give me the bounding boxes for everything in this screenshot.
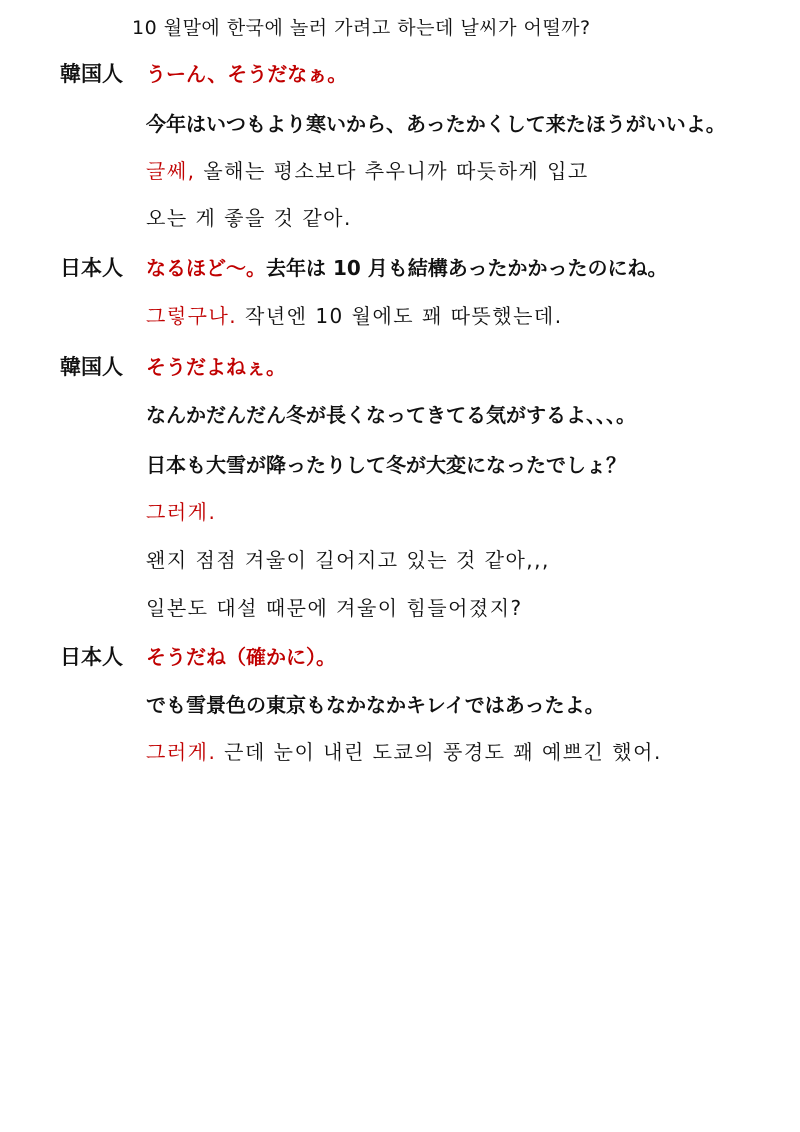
dialogue-line-japanese: でも雪景色の東京もなかなかキレイではあったよ。 — [146, 693, 605, 717]
reply-korean: 그렇구나. — [146, 304, 238, 328]
speaker-label: 韓国人 — [60, 355, 123, 379]
dialogue-line-korean — [146, 738, 662, 766]
reply-japanese: うーん、そうだなぁ。 — [146, 62, 348, 86]
speaker-label: 韓国人 — [60, 62, 123, 86]
dialogue-line-korean — [146, 302, 563, 330]
dialogue-line-japanese: 日本も大雪が降ったりして冬が大変になったでしょ？ — [146, 453, 626, 477]
speaker-label: 日本人 — [60, 256, 123, 280]
reply-japanese: そうだね（確かに）。 — [146, 645, 336, 669]
dialogue-line-korean — [146, 157, 589, 185]
page-title: 10 월말에 한국에 놀러 가려고 하는데 날씨가 어떨까? — [132, 17, 591, 39]
dialogue-line-korean: 왠지 점점 겨울이 길어지고 있는 것 같아,,, — [146, 548, 550, 572]
reply-korean: 글쎄, — [146, 159, 196, 183]
dialogue-line-korean-rest: 근데 눈이 내린 도쿄의 풍경도 꽤 예쁘긴 했어. — [216, 740, 662, 764]
reply-japanese: なるほど～。 — [146, 256, 266, 280]
dialogue-line-korean-rest: 올해는 평소보다 추우니까 따듯하게 입고 — [195, 159, 589, 183]
dialogue-line-japanese — [146, 254, 668, 282]
dialogue-line-japanese: なんかだんだん冬が長くなってきてる気がするよ、、、。 — [146, 403, 636, 427]
speaker-label: 日本人 — [60, 645, 123, 669]
reply-korean: 그러게. — [146, 500, 217, 524]
reply-japanese: そうだよねぇ。 — [146, 355, 286, 379]
dialogue-line-japanese-rest: 去年は 10 月も結構あったかかったのにね。 — [266, 256, 668, 280]
dialogue-line-korean: 오는 게 좋을 것 같아. — [146, 206, 352, 230]
reply-korean: 그러게. — [146, 740, 217, 764]
dialogue-line-korean: 일본도 대설 때문에 겨울이 힘들어졌지? — [146, 596, 523, 620]
dialogue-line-japanese: 今年はいつもより寒いから、あったかくして来たほうがいいよ。 — [146, 112, 726, 136]
dialogue-line-korean-rest: 작년엔 10 월에도 꽤 따뜻했는데. — [237, 304, 563, 328]
